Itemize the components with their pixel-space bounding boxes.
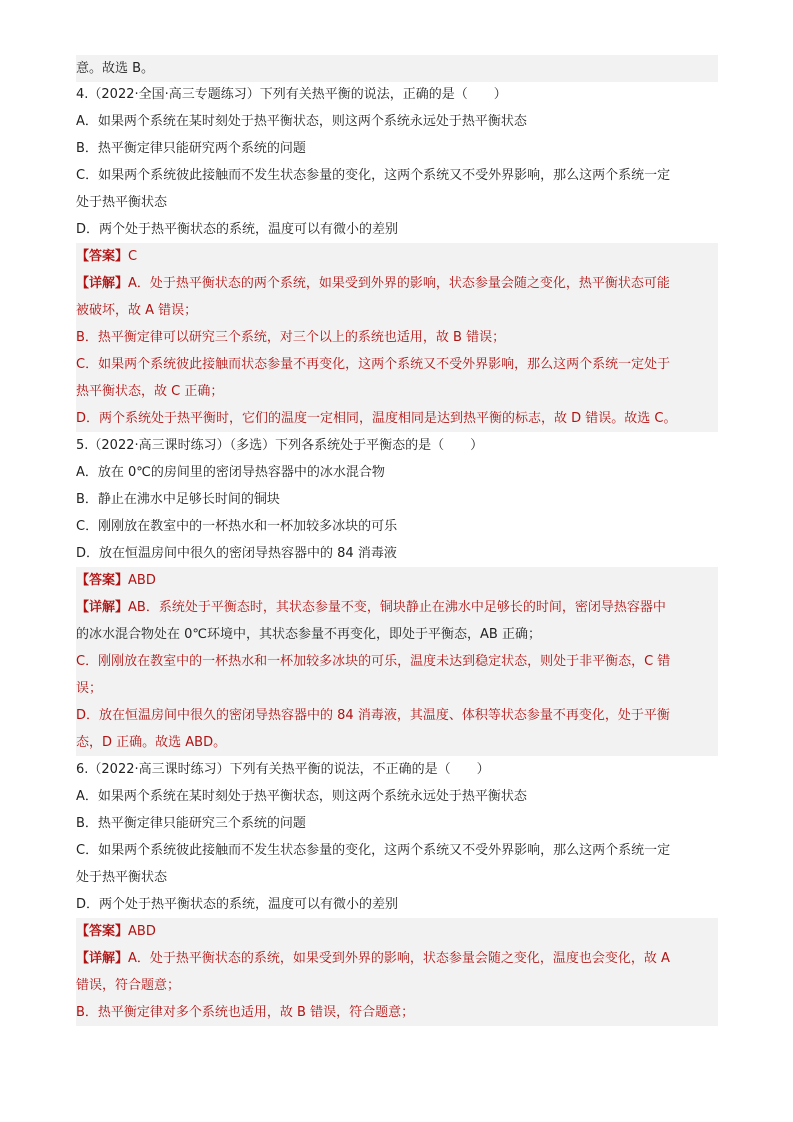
- answer-line: [76, 405, 718, 432]
- line-text: C．如果两个系统彼此接触而不发生状态参量的变化，这两个系统又不受外界影响，那么这两个系统一定: [76, 843, 671, 858]
- line-text: AB．系统处于平衡态时，其状态参量不变，铜块静止在沸水中足够长的时间，密闭导热容器中: [128, 600, 666, 615]
- question-line: [76, 432, 718, 459]
- line-text: 4.（2022·全国·高三专题练习）下列有关热平衡的说法，正确的是（ ）: [76, 87, 507, 102]
- answer-line: [76, 594, 718, 621]
- answer-line: [76, 270, 718, 297]
- answer-tag: 【答案】: [76, 924, 129, 939]
- question-line: [76, 486, 718, 513]
- answer-tag: 【答案】: [76, 249, 129, 264]
- line-text: C．刚刚放在教室中的一杯热水和一杯加较多冰块的可乐，温度未达到稳定状态，则处于非平衡态，C 错: [76, 654, 671, 669]
- answer-line: [76, 945, 718, 972]
- question-line: [76, 756, 718, 783]
- line-text: A．如果两个系统在某时刻处于热平衡状态，则这两个系统永远处于热平衡状态: [76, 114, 527, 129]
- line-text: A．如果两个系统在某时刻处于热平衡状态，则这两个系统永远处于热平衡状态: [76, 789, 527, 804]
- answer-line: [76, 621, 718, 648]
- answer-line: [76, 918, 718, 945]
- line-text: ABD: [128, 573, 156, 588]
- line-text: C．如果两个系统彼此接触而不发生状态参量的变化，这两个系统又不受外界影响，那么这两个系统一定: [76, 168, 671, 183]
- answer-line: [76, 702, 718, 729]
- line-text: B．热平衡定律只能研究三个系统的问题: [76, 816, 306, 831]
- answer-line: [76, 729, 718, 756]
- line-text: B．热平衡定律可以研究三个系统，对三个以上的系统也适用，故 B 错误；: [76, 330, 506, 345]
- answer-line: [76, 55, 718, 82]
- answer-line: [76, 243, 718, 270]
- line-text: C．刚刚放在教室中的一杯热水和一杯加较多冰块的可乐: [76, 519, 398, 534]
- line-text: 的冰水混合物处在 0℃环境中，其状态参量不再变化，即处于平衡态，AB 正确；: [76, 627, 541, 642]
- line-text: 被破坏，故 A 错误；: [76, 303, 198, 318]
- question-line: [76, 837, 718, 864]
- answer-line: [76, 972, 718, 999]
- line-text: 处于热平衡状态: [76, 195, 168, 210]
- question-line: [76, 459, 718, 486]
- answer-line: [76, 351, 718, 378]
- question-line: [76, 540, 718, 567]
- line-text: A．放在 0℃的房间里的密闭导热容器中的冰水混合物: [76, 465, 385, 480]
- line-text: A．处于热平衡状态的两个系统，如果受到外界的影响，状态参量会随之变化，热平衡状态可能: [128, 276, 670, 291]
- question-line: [76, 891, 718, 918]
- line-text: D．两个处于热平衡状态的系统，温度可以有微小的差别: [76, 897, 399, 912]
- question-line: [76, 81, 718, 108]
- line-text: ABD: [128, 924, 156, 939]
- question-line: [76, 216, 718, 243]
- line-text: 错误，符合题意；: [76, 978, 181, 993]
- line-text: 处于热平衡状态: [76, 870, 168, 885]
- question-line: [76, 864, 718, 891]
- answer-tag: 【答案】: [76, 573, 129, 588]
- line-text: D．两个处于热平衡状态的系统，温度可以有微小的差别: [76, 222, 399, 237]
- question-line: [76, 135, 718, 162]
- line-text: B．热平衡定律只能研究两个系统的问题: [76, 141, 306, 156]
- answer-line: [76, 324, 718, 351]
- answer-line: [76, 297, 718, 324]
- line-text: D．放在恒温房间中很久的密闭导热容器中的 84 消毒液: [76, 546, 397, 561]
- question-line: [76, 810, 718, 837]
- line-text: 态，D 正确。故选 ABD。: [76, 735, 227, 750]
- answer-tag: 【详解】: [76, 276, 129, 291]
- answer-line: [76, 675, 718, 702]
- line-text: 5.（2022·高三课时练习）（多选）下列各系统处于平衡态的是（ ）: [76, 438, 484, 453]
- answer-line: [76, 567, 718, 594]
- line-text: D．放在恒温房间中很久的密闭导热容器中的 84 消毒液，其温度、体积等状态参量不再变化，处于平衡: [76, 708, 670, 723]
- line-text: 意。故选 B。: [76, 61, 155, 76]
- question-line: [76, 189, 718, 216]
- line-text: D．两个系统处于热平衡时，它们的温度一定相同，温度相同是达到热平衡的标志，故 D 错误。故选 C。: [76, 411, 677, 426]
- question-line: [76, 108, 718, 135]
- answer-tag: 【详解】: [76, 600, 129, 615]
- line-text: 误；: [76, 681, 103, 696]
- line-text: A．处于热平衡状态的系统，如果受到外界的影响，状态参量会随之变化，温度也会变化，故 A: [128, 951, 670, 966]
- question-line: [76, 513, 718, 540]
- answer-line: [76, 999, 718, 1026]
- line-text: 6.（2022·高三课时练习）下列有关热平衡的说法，不正确的是（ ）: [76, 762, 490, 777]
- line-text: C．如果两个系统彼此接触而状态参量不再变化，这两个系统又不受外界影响，那么这两个系统一定处于: [76, 357, 671, 372]
- question-line: [76, 783, 718, 810]
- line-text: 热平衡状态，故 C 正确；: [76, 384, 224, 399]
- line-text: B．热平衡定律对多个系统也适用，故 B 错误，符合题意；: [76, 1005, 415, 1020]
- answer-line: [76, 648, 718, 675]
- answer-tag: 【详解】: [76, 951, 129, 966]
- answer-line: [76, 378, 718, 405]
- line-text: C: [128, 249, 138, 264]
- question-line: [76, 162, 718, 189]
- line-text: B．静止在沸水中足够长时间的铜块: [76, 492, 280, 507]
